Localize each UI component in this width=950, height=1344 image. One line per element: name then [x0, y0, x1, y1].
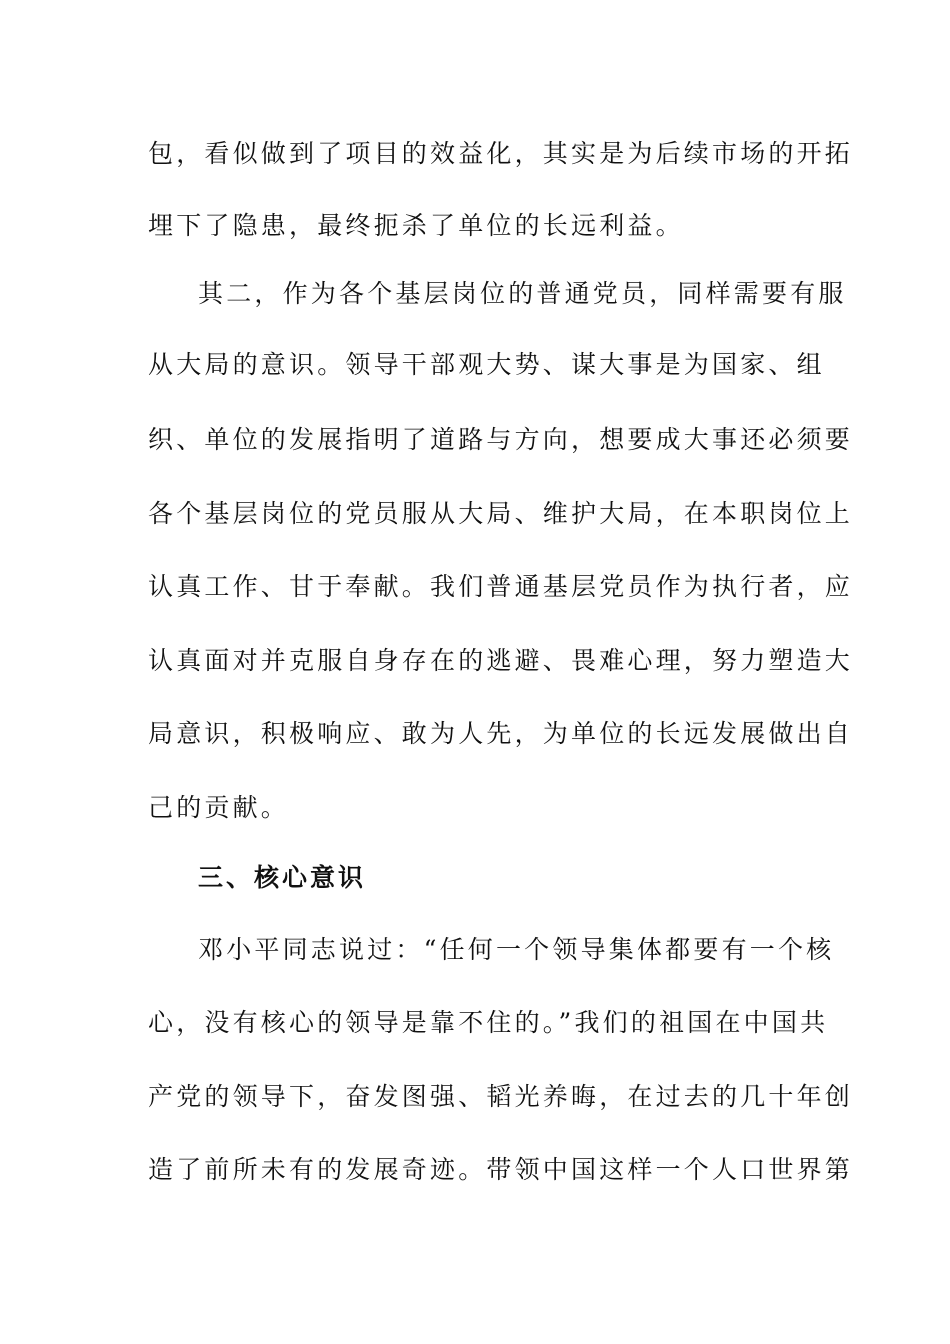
text-line: 认真面对并克服自身存在的逃避、畏难心理，努力塑造大: [148, 646, 854, 675]
text-line: 局意识，积极响应、敢为人先，为单位的长远发展做出自: [148, 719, 854, 748]
text-line: 织、单位的发展指明了道路与方向，想要成大事还必须要: [148, 425, 854, 454]
text-line: 包，看似做到了项目的效益化，其实是为后续市场的开拓: [148, 139, 854, 168]
paragraph-start-line: 其二，作为各个基层岗位的普通党员，同样需要有服: [198, 279, 847, 308]
text-line: 己的贡献。: [148, 793, 290, 822]
section-heading: 三、核心意识: [198, 863, 367, 892]
text-line: 从大局的意识。领导干部观大势、谋大事是为国家、组: [148, 350, 825, 379]
paragraph-start-line: 邓小平同志说过：“任何一个领导集体都要有一个核: [198, 935, 835, 964]
text-line: 埋下了隐患，最终扼杀了单位的长远利益。: [148, 211, 684, 240]
text-line: 各个基层岗位的党员服从大局、维护大局，在本职岗位上: [148, 499, 854, 528]
text-line: 心，没有核心的领导是靠不住的。”我们的祖国在中国共: [148, 1008, 829, 1037]
text-line: 认真工作、甘于奉献。我们普通基层党员作为执行者，应: [148, 572, 854, 601]
text-line: 造了前所未有的发展奇迹。带领中国这样一个人口世界第: [148, 1155, 854, 1184]
text-line: 产党的领导下，奋发图强、韬光养晦，在过去的几十年创: [148, 1082, 854, 1111]
